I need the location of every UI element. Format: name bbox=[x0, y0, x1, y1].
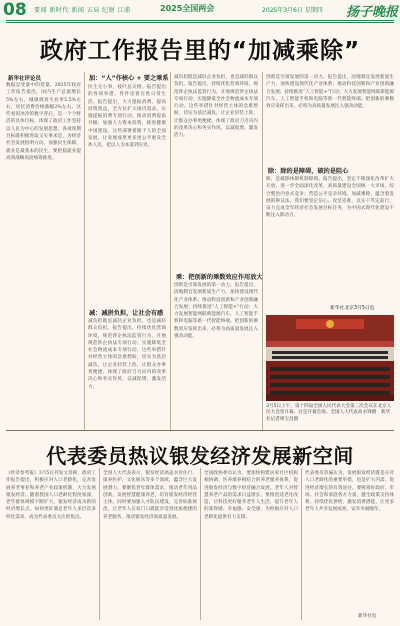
article-separator bbox=[6, 430, 394, 431]
column-divider bbox=[200, 468, 201, 620]
article1-column-4: 创新是引领发展的第一动力。报告提出，因地制宜发展新质生产力，加快建设现代化产业体系；推动科技创新和产业创新融合发展；持续推进“人工智能+”行动；大力发展智能网联新能源汽车、人工智能手机和电脑等新一代智能终端。把创新的乘数效应发挥出来，必将为高质量发展注入强劲动能。 bbox=[266, 75, 394, 110]
article1-column-1: 数据是变量中的常量。2025年政府工作报告提出，国内生产总值增长5%左右，城镇调查失业率5.5%左右，居民消费价格涨幅2%左右。这些看似冰冷的数字背后，是一个个鲜活的具体目标，体现了政府工作坚持以人民为中心的发展思想。各项预期目标既积极进取又实事求是，为经济社会发展指明方向。加强民生保障，就业是最基本的民生，要把稳就业提高到战略高度统筹推进。 bbox=[6, 83, 81, 161]
section-nav: 要闻 新时代 新闻 五局 纪财 江浦 bbox=[34, 7, 131, 14]
photo-caption: 3月5日上午，第十四届全国人民代表大会第三次会议在北京人民大会堂开幕。这是开幕会场。全国人大代表高永锋摄 新华社记者周宝昌摄 bbox=[266, 404, 392, 422]
article2-column-1: 《经济参考报》3月5日刊发文章称，政府工作报告提出，积极应对人口老龄化，完善发展养老事业和养老产业政策机制，大力发展银发经济。随着我国人口老龄化程度加深，老年群体规模不断扩大，银发经济成为新的经济增长点。如何更好满足老年人多层次多样化需求，成为代表委员关注的焦点。 bbox=[6, 471, 96, 520]
news-photo bbox=[266, 315, 394, 401]
newspaper-logo: 扬子晚报 bbox=[346, 5, 399, 20]
article1-signoff: 新华社北京3月5日电 bbox=[330, 306, 375, 311]
article2-headline: 代表委员热议银发经济发展新空间 bbox=[46, 444, 354, 468]
section-label: 2025全国两会 bbox=[160, 4, 215, 13]
column-divider bbox=[99, 468, 100, 620]
article1-subhead-reduce: 减：减拼负担，让社会有感 bbox=[89, 310, 164, 317]
article2-column-4: 代表委员普遍认为，发展银发经济既是应对人口老龄化的重要举措，也是扩大内需、促进经济增长的有效途径。要统筹好政府、市场、社会和家庭各方力量，健全政策支持体系，持续优化供给，激发消费潜能，让更多老年人共享发展成果，安享幸福晚年。 bbox=[305, 471, 394, 513]
article1-column-3b: 创新是引领发展的第一动力。报告提出，因地制宜发展新质生产力，加快建设现代化产业体系；推动科技创新和产业创新融合发展；持续推进“人工智能+”行动；大力发展智能网联新能源汽车、人工智能手机和电脑等新一代智能终端。把创新的乘数效应发挥出来，必将为高质量发展注入强劲动能。 bbox=[174, 283, 258, 340]
issue-date: 2025年3月6日 星期四 bbox=[262, 7, 323, 14]
masthead-rule-2 bbox=[6, 22, 394, 23]
article2-column-2: 全国人大代表表示，银发经济涵盖衣食住行、康养医护、文化娱乐等多个领域，蕴含巨大发展潜力。要聚焦老年群体需求，推动老年用品创新，发展智慧健康养老，培育银发经济经营主体。同时要加强人才队伍建设，完善标准规范，让老年人在家门口就能享受到优质便捷的养老服务，推动银发经济高质量发展。 bbox=[103, 471, 197, 520]
masthead-rule bbox=[6, 20, 394, 21]
page-number: 08 bbox=[3, 0, 27, 20]
article1-subhead-multiply: 乘：把创新的乘数效应作用放大 bbox=[176, 274, 263, 281]
masthead bbox=[0, 0, 400, 22]
article2-column-3: 全国政协委员认为，要加快构建居家社区机构相协调、医养康养相结合的养老服务体系，促进银发经济与数字经济融合发展。老年人对智慧养老产品的需求日益增长，要推进适老化改造，让科技更好服务老年人生活，提升老年人的获得感、幸福感、安全感，为积极应对人口老龄化提供有力支撑。 bbox=[204, 471, 298, 520]
article1-column-2: 民生无小事，枝叶总关情。报告提出的各项举措，件件连着百姓日常生活。报告提出，大力提振消费、提高投资效益，全方位扩大国内需求。实施提振消费专项行动，推动消费提质升级；加强人力资本投资，推进健康中国建设。这些部署着眼于人的全面发展，让发展成果更多更公平惠及全体人民，把以人为本落到实处。 bbox=[88, 85, 166, 149]
congress-hall-photo bbox=[266, 315, 394, 401]
article1-headline: 政府工作报告里的“加减乘除” bbox=[39, 38, 361, 64]
column-divider bbox=[301, 468, 302, 620]
column-divider bbox=[170, 72, 171, 430]
article2-signoff: 新华社电 bbox=[358, 614, 377, 619]
column-divider bbox=[84, 72, 85, 430]
article1-column-4b: 除，是破除体制机制障碍。报告提出，坚定不移深化改革扩大开放，进一步全面深化改革，高质量建设全国统一大市场，综合整治内卷式竞争；营造公平竞争环境。加减乘除，蕴含着发展的辩证法。我们要坚定信心、攻坚克难，以实干笃定前行，奋力完成全年经济社会发展目标任务，为中国式现代化建设不断注入新动力。 bbox=[266, 177, 394, 219]
article1-subhead-add: 加：“人”作核心 + 要之乘系 bbox=[89, 75, 169, 82]
column-divider bbox=[262, 72, 263, 430]
article1-subhead-divide: 除：除的是障碍，破的是阻心 bbox=[268, 168, 349, 175]
article1-column-3: 减负担既是减轻企业负担，也是减轻群众负担。报告提出，持续优化营商环境，规范涉企执法监管行为，开展规范涉企执法专项行动；实施降低全社会物流成本专项行动。这些举措针对经营主体的急难愁盼，切实为基层减负，让企业轻装上阵，让群众办事更便捷，体现了政府刀刃向内的改革决心和务实作风，以减促增，激发活力。 bbox=[174, 75, 258, 139]
article1-column-2b: 减负担既是减轻企业负担，也是减轻群众负担。报告提出，持续优化营商环境，规范涉企执法监管行为，开展规范涉企执法专项行动；实施降低全社会物流成本专项行动。这些举措针对经营主体的急难愁盼，切实为基层减负，让企业轻装上阵，让群众办事更便捷，体现了政府刀刃向内的改革决心和务实作风，以减促增，激发活力。 bbox=[88, 319, 166, 390]
article1-byline: 新华社评论员 bbox=[8, 76, 42, 82]
